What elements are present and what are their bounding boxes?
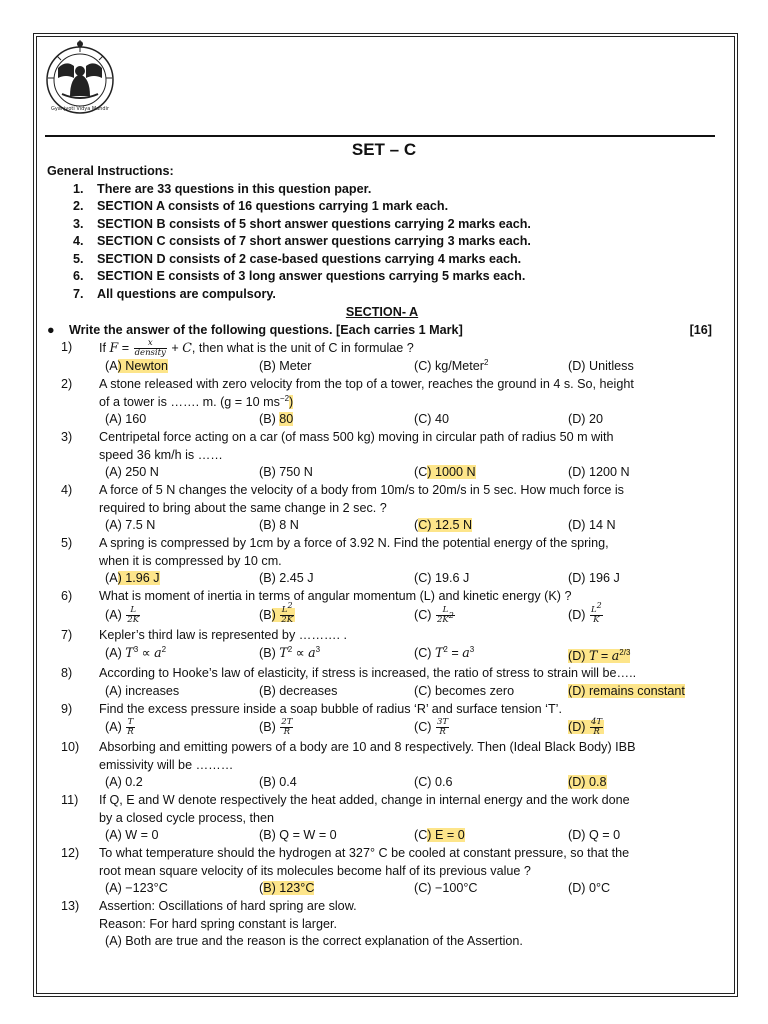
option-a: (A) 1.96 J bbox=[105, 571, 160, 586]
question-3: 3) Centripetal force acting on a car (of mass 500 kg) moving in circular path of radius 50 m with speed 36 km/h is …… bbox=[61, 430, 614, 462]
options-row bbox=[47, 517, 717, 535]
option-b: (B) 0.4 bbox=[259, 775, 297, 790]
options-row bbox=[47, 683, 717, 701]
option-c: (C) 0.6 bbox=[414, 775, 453, 790]
option-d: (D) Q = 0 bbox=[568, 828, 621, 843]
instruction-item: 5. SECTION D consists of 2 case-based questions carrying 4 marks each. bbox=[73, 251, 522, 266]
option-b: (B) decreases bbox=[259, 683, 338, 698]
option-d: (D) 14 N bbox=[568, 518, 616, 533]
school-emblem-icon bbox=[40, 38, 120, 118]
option-b: (B) $\frac{2T}{R}$ bbox=[259, 717, 293, 738]
question-12: 12) To what temperature should the hydrogen at 327° C be cooled at constant pressure, so that the root mean square velocity of its molecules become half of its previous value ? bbox=[61, 846, 630, 878]
logo-motto: Gyanjyoti Vidya Mandir bbox=[50, 106, 110, 112]
instruction-item: 3. SECTION B consists of 5 short answer questions carrying 2 marks each. bbox=[73, 216, 531, 231]
section-instruction: ● Write the answer of the following questions. [Each carries 1 Mark] [16] bbox=[47, 322, 717, 340]
section-marks: [16] bbox=[689, 322, 712, 337]
bullet-icon: ● bbox=[47, 322, 55, 337]
options-row bbox=[47, 774, 717, 792]
option-c: (C) becomes zero bbox=[414, 683, 515, 698]
instruction-item: 7. All questions are compulsory. bbox=[73, 286, 276, 301]
option-a: (A) 7.5 N bbox=[105, 518, 156, 533]
option-c: (C) $\frac{3T}{R}$ bbox=[414, 717, 449, 738]
option-b: (B) Meter bbox=[259, 359, 312, 374]
set-title: SET – C bbox=[351, 140, 417, 159]
option-a: (A) $\frac{T}{R}$ bbox=[105, 717, 134, 738]
question-7: 7) Kepler’s third law is represented by ………. . bbox=[61, 627, 348, 642]
option-b: (B) 123°C bbox=[259, 881, 315, 896]
question-1: 1) If F = $\frac{x}{\text{density}}$ + C, then what is the unit of C in formulae ? bbox=[61, 338, 414, 359]
option-b: (B) 750 N bbox=[259, 465, 313, 480]
options-row bbox=[47, 358, 717, 376]
option-a: (A) −123°C bbox=[105, 881, 168, 896]
question-9: 9) Find the excess pressure inside a soap bubble of radius ‘R’ and surface tension ‘T’. bbox=[61, 701, 562, 716]
option-b: (B) $\frac{L^2}{2K}$ bbox=[259, 600, 294, 625]
options-row bbox=[47, 933, 717, 951]
option-c: (C) E = 0 bbox=[414, 828, 465, 843]
question-5: 5) A spring is compressed by 1cm by a force of 3.92 N. Find the potential energy of the spring, when it is compressed by 10 cm. bbox=[61, 536, 609, 568]
question-10: 10) Absorbing and emitting powers of a body are 10 and 8 respectively. Then (Ideal Black Body) IBB emissivity will be ……… bbox=[61, 740, 636, 772]
option-a: (A) $T^3 \propto a^2$ bbox=[105, 644, 167, 661]
options-row bbox=[47, 600, 717, 627]
instruction-item: 1. There are 33 questions in this question paper. bbox=[73, 181, 372, 196]
question-2: 2) A stone released with zero velocity from the top of a tower, reaches the ground in 4 s. So, height of a tower is ……. m. (g = 10 $ms^{-2}$) bbox=[61, 377, 634, 409]
question-4: 4) A force of 5 N changes the velocity of a body from 10m/s to 20m/s in 5 sec. How much force is required to bring about the same change in 2 sec. ? bbox=[61, 483, 624, 515]
option-d: (D) 0.8 bbox=[568, 775, 607, 790]
option-c: (C) −100°C bbox=[414, 881, 478, 896]
option-c: (C) $T^2 = a^3$ bbox=[414, 644, 475, 661]
option-b: (B) 8 N bbox=[259, 518, 299, 533]
options-row bbox=[47, 880, 717, 898]
option-d: (D) 1200 N bbox=[568, 465, 630, 480]
instruction-item: 4. SECTION C consists of 7 short answer questions carrying 3 marks each. bbox=[73, 234, 531, 248]
option-b: (B) 2.45 J bbox=[259, 571, 314, 586]
option-b: (B) Q = W = 0 bbox=[259, 828, 337, 843]
options-row bbox=[47, 644, 717, 665]
option-d: (D) $\frac{L^2}{K}$ bbox=[568, 600, 602, 625]
option-d: (D) $T = a^{2/3}$ bbox=[568, 647, 631, 664]
option-d: (D) remains constant bbox=[568, 683, 685, 698]
question-13: 13) Assertion: Oscillations of hard spring are slow. Reason: For hard spring constant is larger. bbox=[61, 899, 357, 931]
options-row bbox=[47, 718, 717, 739]
question-6: 6) What is moment of inertia in terms of angular momentum (L) and kinetic energy (K) ? bbox=[61, 589, 572, 604]
option-b: (B) $T^2 \propto a^3$ bbox=[259, 644, 321, 661]
option-a: (A) $\frac{L}{2K}$ bbox=[105, 604, 140, 625]
option-a: (A) increases bbox=[105, 683, 180, 698]
option-d: (D) 196 J bbox=[568, 571, 620, 586]
general-instructions-title: General Instructions: bbox=[47, 164, 174, 178]
options-row bbox=[47, 570, 717, 588]
options-row bbox=[47, 464, 717, 482]
general-instructions-list bbox=[47, 181, 717, 304]
option-a: (A) 250 N bbox=[105, 465, 159, 480]
question-paper-body bbox=[47, 163, 717, 951]
option-a: (A) Newton bbox=[105, 359, 168, 374]
header-rule bbox=[45, 135, 715, 137]
option-a: (A) 0.2 bbox=[105, 775, 143, 790]
section-a-heading: SECTION- A bbox=[345, 305, 419, 319]
option-d: (D) Unitless bbox=[568, 359, 634, 374]
option-b: (B) 80 bbox=[259, 412, 294, 427]
option-c: (C) 12.5 N bbox=[414, 518, 473, 533]
option-a: (A) W = 0 bbox=[105, 828, 159, 843]
option-a: (A) Both are true and the reason is the correct explanation of the Assertion. bbox=[105, 934, 523, 949]
options-row bbox=[47, 827, 717, 845]
option-c: (C) 40 bbox=[414, 412, 449, 427]
option-c: (C) 19.6 J bbox=[414, 571, 470, 586]
option-a: (A) 160 bbox=[105, 412, 147, 427]
option-d: (D) 20 bbox=[568, 412, 603, 427]
options-row bbox=[47, 411, 717, 429]
instruction-item: 6. SECTION E consists of 3 long answer questions carrying 5 marks each. bbox=[73, 269, 526, 283]
question-8: 8) According to Hooke’s law of elasticity, if stress is increased, the ratio of stress to strain will be….. bbox=[61, 666, 637, 681]
question-11: 11) If Q, E and W denote respectively the heat added, change in internal energy and the work done by a closed cycle process, then bbox=[61, 793, 630, 825]
option-d: (D) $\frac{4T}{R}$ bbox=[568, 717, 603, 738]
instruction-item: 2. SECTION A consists of 16 questions carrying 1 mark each. bbox=[73, 199, 449, 213]
option-c: (C) 1000 N bbox=[414, 465, 476, 480]
option-c: (C) kg/Meter$^2$ bbox=[414, 357, 489, 374]
option-d: (D) 0°C bbox=[568, 881, 611, 896]
option-c: (C) $\frac{L}{2K^2}$ bbox=[414, 604, 454, 625]
